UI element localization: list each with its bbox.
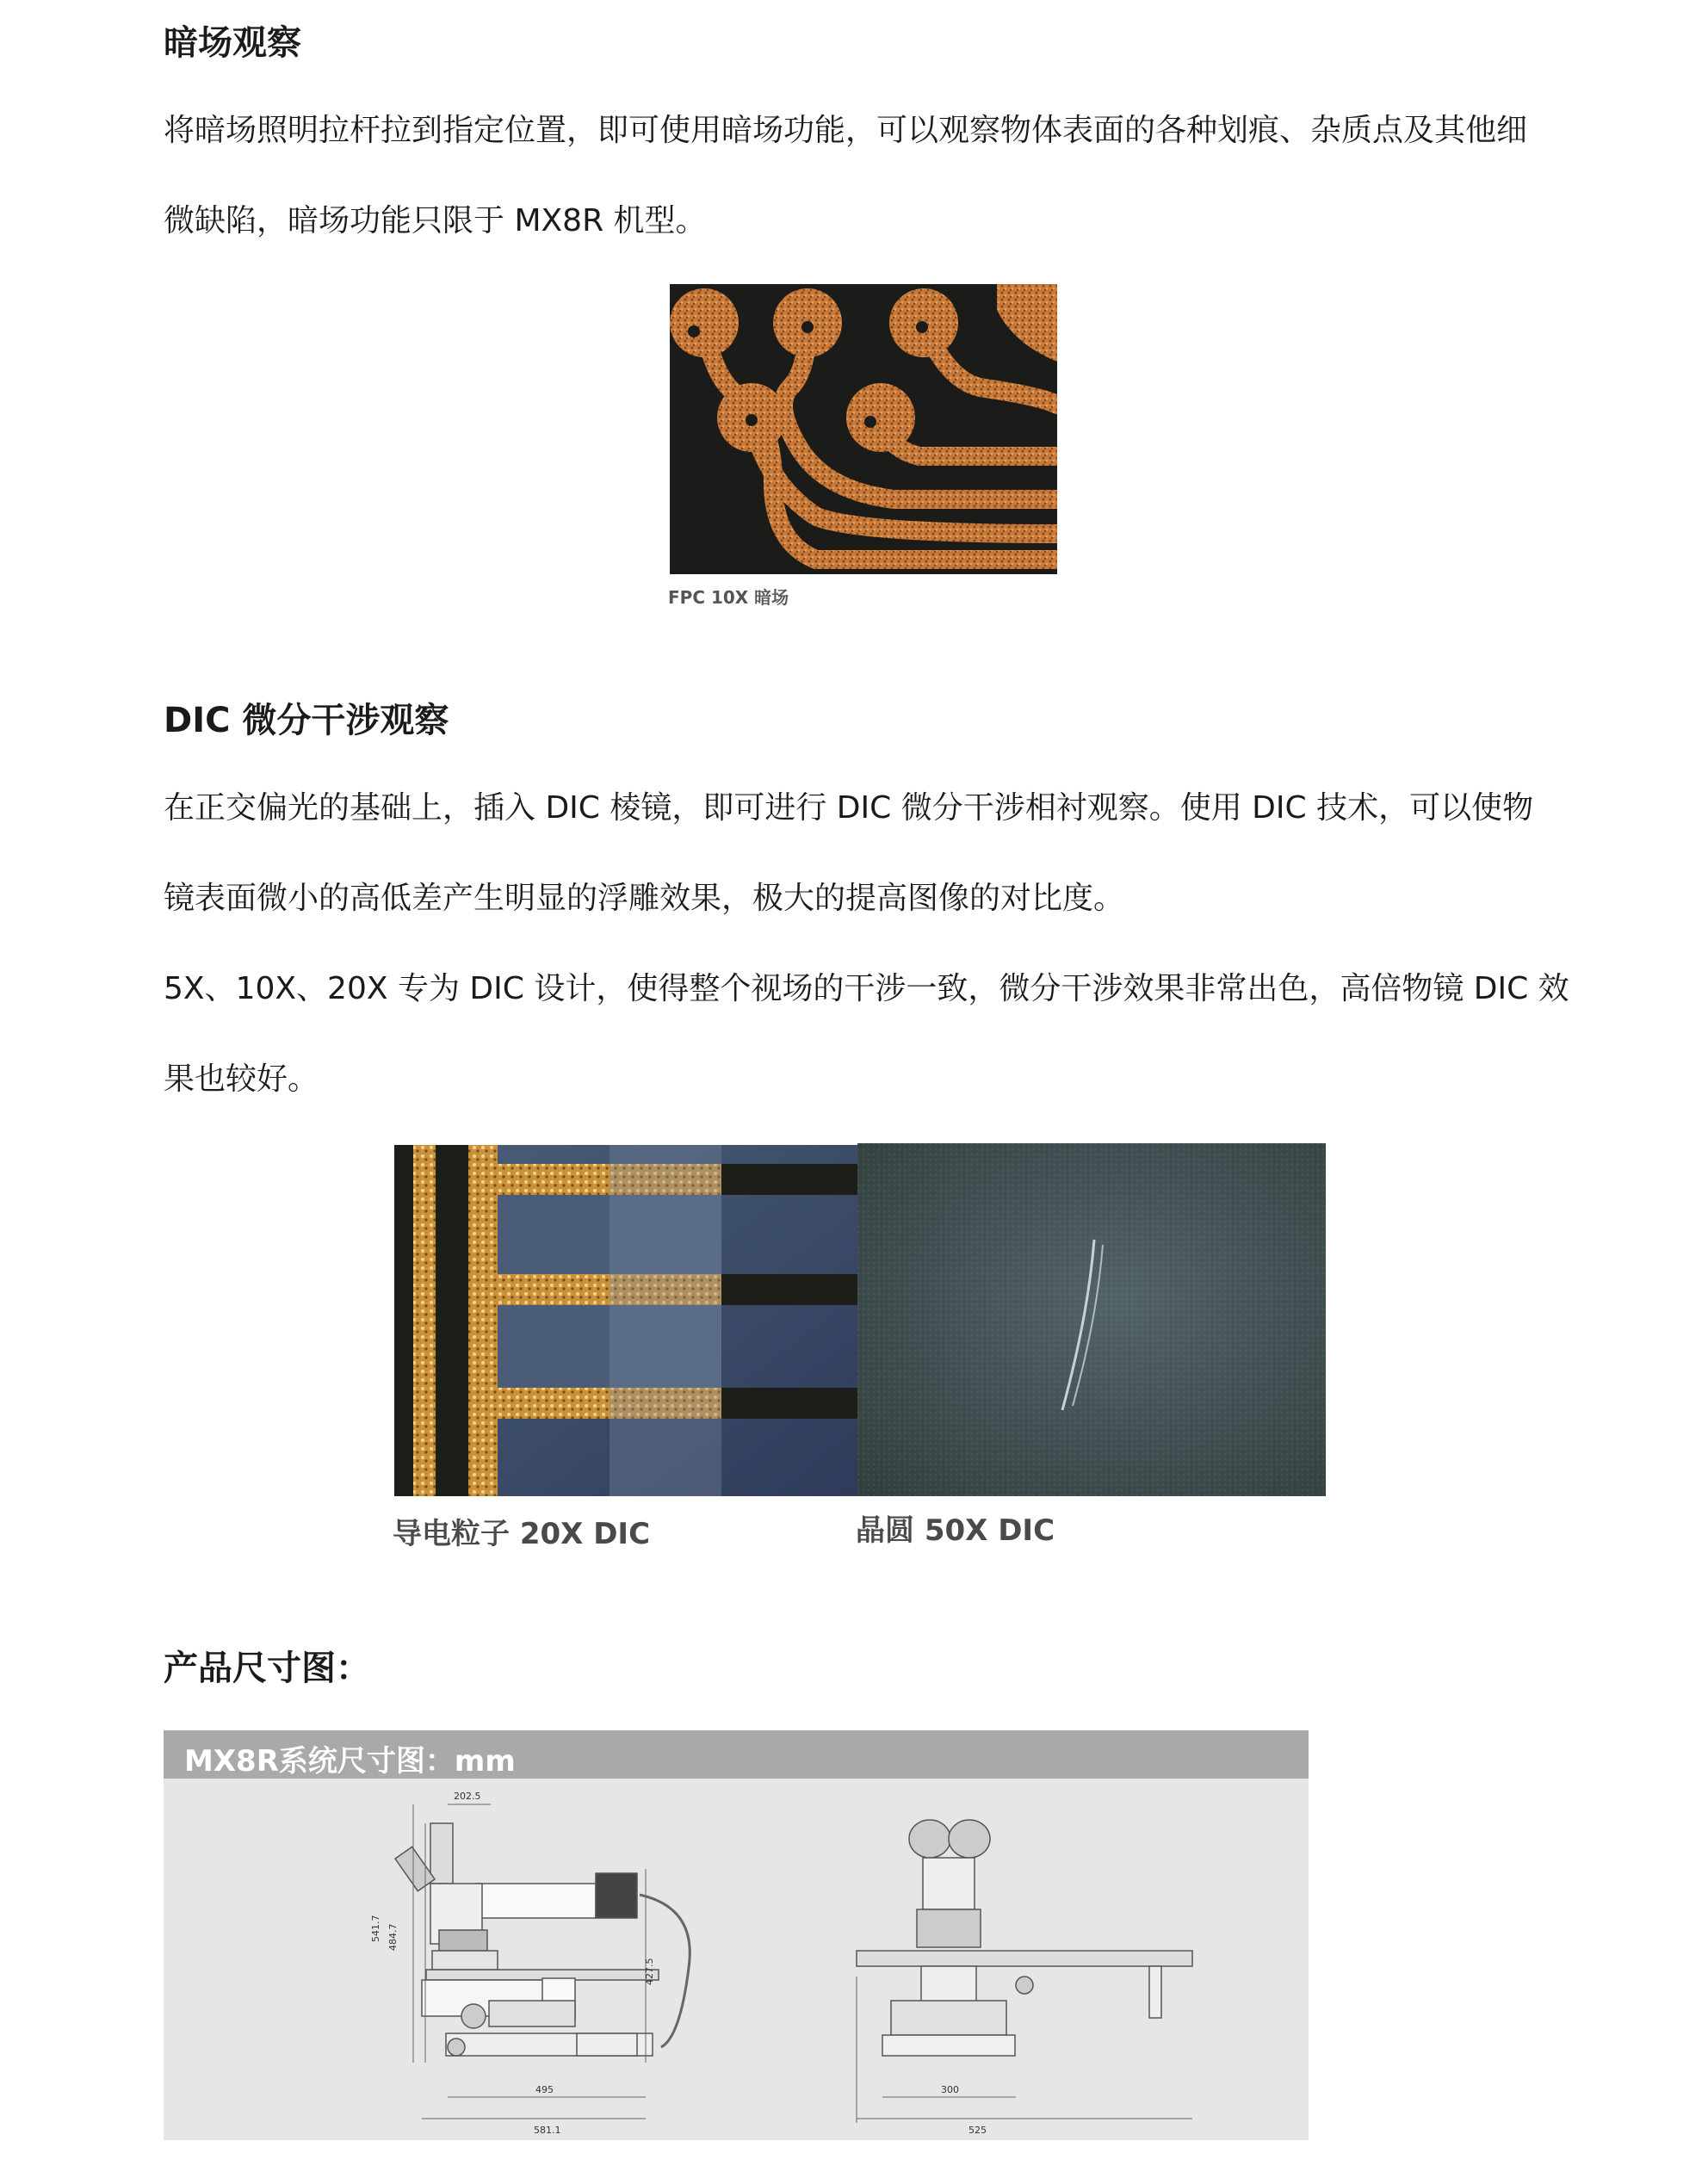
dim-label-front-outer: 525 <box>968 2125 987 2136</box>
dim-label-base-outer: 581.1 <box>534 2125 561 2136</box>
dimension-diagram-header <box>164 1730 1309 1779</box>
wafer-dic-caption: 晶圆 50X DIC <box>856 1513 1055 1548</box>
dim-label-top-width: 202.5 <box>454 1791 481 1802</box>
dic-paragraph-line-2: 镜表面微小的高低差产生明显的浮雕效果，极大的提高图像的对比度。 <box>164 881 1125 916</box>
fpc-darkfield-caption: FPC 10X 暗场 <box>668 587 789 608</box>
dim-label-front-inner: 300 <box>941 2084 959 2095</box>
dimension-diagram <box>164 1779 1309 2140</box>
dim-label-right-height: 427.5 <box>644 1958 655 1985</box>
fpc-darkfield-image <box>670 284 1057 574</box>
front-view-microscope <box>857 1820 1192 2056</box>
section-title-darkfield: 暗场观察 <box>164 23 301 63</box>
dic-paragraph-line-1: 在正交偏光的基础上，插入 DIC 棱镜，即可进行 DIC 微分干涉相衬观察。使用 DIC 技术，可以使物 <box>164 790 1534 826</box>
dim-label-base-inner: 495 <box>535 2084 554 2095</box>
conductive-particle-dic-image <box>394 1145 857 1496</box>
dic-paragraph-line-3: 5X、10X、20X 专为 DIC 设计，使得整个视场的干涉一致，微分干涉效果非常出色，高倍物镜 DIC 效 <box>164 971 1569 1006</box>
conductive-particle-dic-caption: 导电粒子 20X DIC <box>393 1517 651 1551</box>
dim-label-height-outer: 541.7 <box>370 1915 381 1942</box>
wafer-dic-image <box>857 1143 1326 1496</box>
section-title-dimensions: 产品尺寸图： <box>164 1649 370 1688</box>
dic-paragraph-line-4: 果也较好。 <box>164 1061 319 1097</box>
darkfield-paragraph-line-1: 将暗场照明拉杆拉到指定位置，即可使用暗场功能，可以观察物体表面的各种划痕、杂质点及其他细 <box>164 113 1528 148</box>
section-title-dic: DIC 微分干涉观察 <box>164 701 449 740</box>
dimension-diagram-header-text: MX8R系统尺寸图：mm <box>184 1744 516 1779</box>
darkfield-paragraph-line-2: 微缺陷，暗场功能只限于 MX8R 机型。 <box>164 203 707 238</box>
dim-label-height-inner: 484.7 <box>387 1923 399 1951</box>
